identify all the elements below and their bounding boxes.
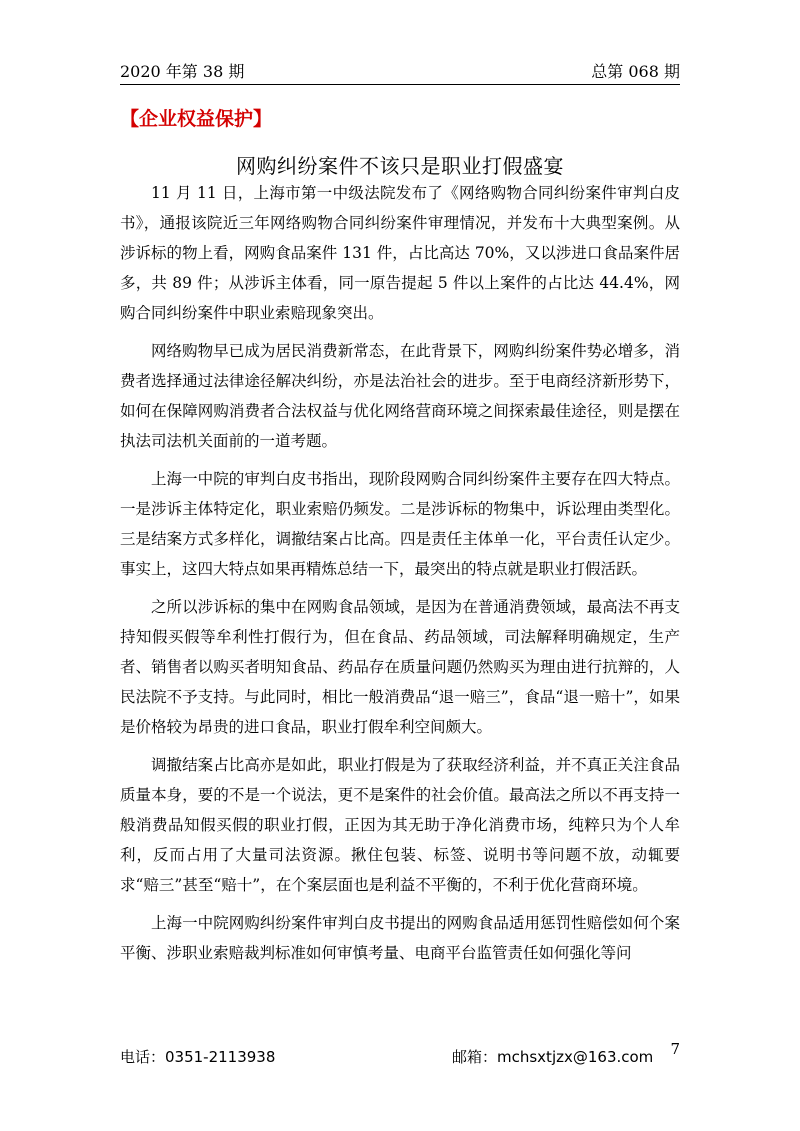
footer-phone: 电话：0351-2113938 [120, 1048, 276, 1066]
paragraph: 上海一中院的审判白皮书指出，现阶段网购合同纠纷案件主要存在四大特点。一是涉诉主体特定化，职业索赔仍频发。二是涉诉标的物集中，诉讼理由类型化。三是结案方式多样化，调撤结案占比高。四是责任主体单一化，平台责任认定少。事实上，这四大特点如果再精炼总结一下，最突出的特点就是职业打假活跃。 [120, 470, 680, 578]
page-number: 7 [670, 1040, 680, 1058]
paragraph: 网络购物早已成为居民消费新常态，在此背景下，网购纠纷案件势必增多，消费者选择通过法律途径解决纠纷，亦是法治社会的进步。至于电商经济新形势下，如何在保障网购消费者合法权益与优化网络营商环境之间探索最佳途径，则是摆在执法司法机关面前的一道考题。 [120, 342, 680, 450]
paragraph: 11 月 11 日，上海市第一中级法院发布了《网络购物合同纠纷案件审判白皮书》，通报该院近三年网络购物合同纠纷案件审理情况，并发布十大典型案例。从涉诉标的物上看，网购食品案件 131 件，占比高达 70%，又以涉进口食品案件居多，共 89 件；从涉诉主体看，同一原告提起 5 件以上案件的占比达 44.4%，网购合同纠纷案件中职业索赔现象突出。 [120, 184, 680, 322]
page-footer [120, 1040, 680, 1070]
issue-number: 2020 年第 38 期 [120, 62, 245, 81]
paragraph: 之所以涉诉标的集中在网购食品领域，是因为在普通消费领域，最高法不再支持知假买假等牟利性打假行为，但在食品、药品领域，司法解释明确规定，生产者、销售者以购买者明知食品、药品存在质量问题仍然购买为理由进行抗辩的，人民法院不予支持。与此同时，相比一般消费品“退一赔三”，食品“退一赔十”，如果是价格较为昂贵的进口食品，职业打假牟利空间颇大。 [120, 598, 680, 736]
paragraph: 上海一中院网购纠纷案件审判白皮书提出的网购食品适用惩罚性赔偿如何个案平衡、涉职业索赔裁判标准如何审慎考量、电商平台监管责任如何强化等问 [120, 914, 680, 962]
paragraph: 调撤结案占比高亦是如此，职业打假是为了获取经济利益，并不真正关注食品质量本身，要的不是一个说法，更不是案件的社会价值。最高法之所以不再支持一般消费品知假买假的职业打假，正因为其无助于净化消费市场，纯粹只为个人牟利，反而占用了大量司法资源。揪住包装、标签、说明书等问题不放，动辄要求“赔三”甚至“赔十”，在个案层面也是利益不平衡的，不利于优化营商环境。 [120, 756, 680, 894]
total-issue-number: 总第 068 期 [591, 62, 680, 81]
page-header [120, 56, 680, 85]
article-title: 网购纠纷案件不该只是职业打假盛宴 [236, 154, 564, 178]
footer-email: 邮箱：mchsxtjzx@163.com [452, 1048, 654, 1066]
article-body [120, 178, 680, 968]
section-tag: 【企业权益保护】 [120, 108, 273, 130]
